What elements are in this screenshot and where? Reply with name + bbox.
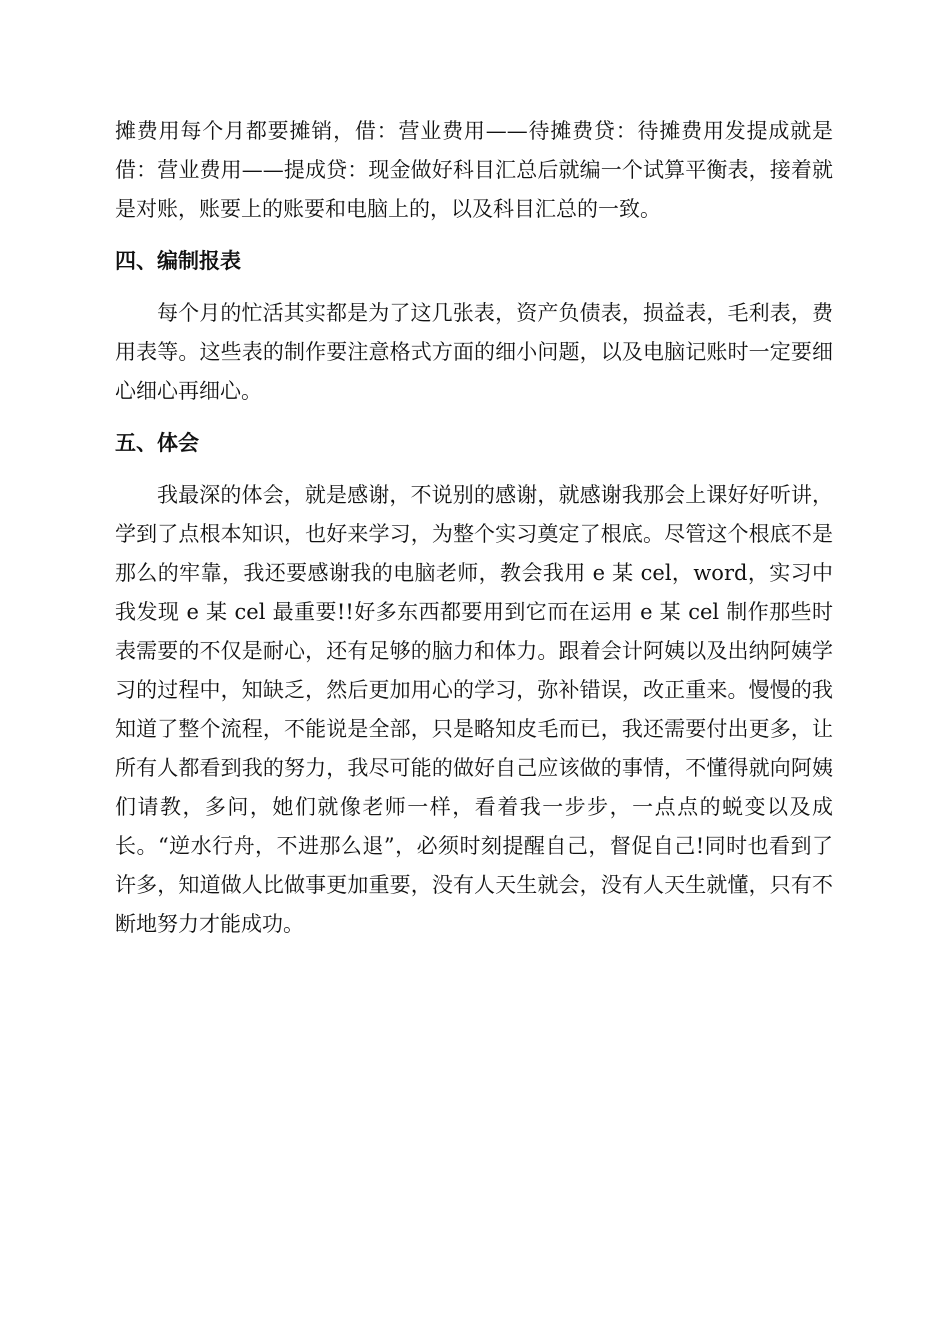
section-paragraph-compile-reports: 每个月的忙活其实都是为了这几张表，资产负债表，损益表，毛利表，费用表等。这些表的制作要注意格式方面的细小问题，以及电脑记账时一定要细心细心再细心。: [115, 301, 833, 403]
section-heading-reflections: 五、体会: [115, 431, 199, 455]
document-page: [115, 112, 833, 944]
section-heading-compile-reports: 四、编制报表: [115, 249, 241, 273]
intro-paragraph: 摊费用每个月都要摊销，借：营业费用——待摊费贷：待摊费用发提成就是借：营业费用——提成贷：现金做好科目汇总后就编一个试算平衡表，接着就是对账，账要上的账要和电脑上的，以及科目汇总的一致。: [115, 119, 833, 221]
section-paragraph-reflections: 我最深的体会，就是感谢，不说别的感谢，就感谢我那会上课好好听讲，学到了点根本知识，也好来学习，为整个实习奠定了根底。尽管这个根底不是那么的牢靠，我还要感谢我的电脑老师，教会我用 e 某 cel，word，实习中我发现 e 某 cel 最重要!!好多东西都要用到它而在运用 e 某 cel 制作那些时表需要的不仅是耐心，还有足够的脑力和体力。跟着会计阿姨以及出纳阿姨学习的过程中，知缺乏，然后更加用心的学习，弥补错误，改正重来。慢慢的我知道了整个流程，不能说是全部，只是略知皮毛而已，我还需要付出更多，让所有人都看到我的努力，我尽可能的做好自己应该做的事情，不懂得就向阿姨们请教，多问，她们就像老师一样，看着我一步步，一点点的蜕变以及成长。“逆水行舟，不进那么退”，必须时刻提醒自己，督促自己!同时也看到了许多，知道做人比做事更加重要，没有人天生就会，没有人天生就懂，只有不断地努力才能成功。: [115, 483, 833, 936]
